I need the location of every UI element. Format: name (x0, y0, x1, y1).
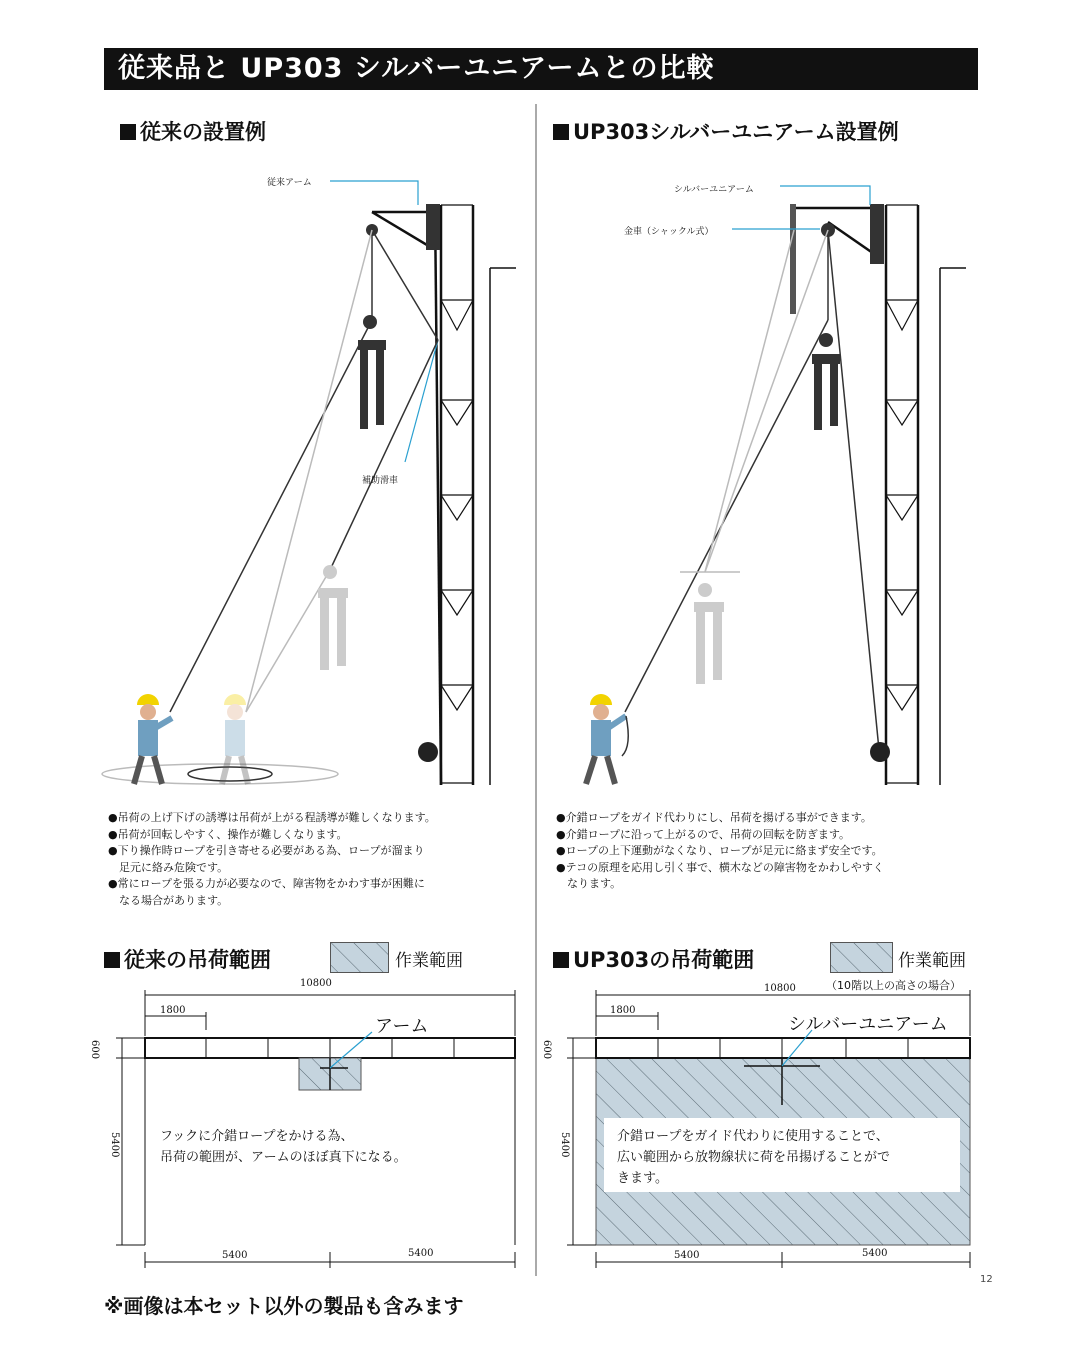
label-silver-uni-arm: シルバーユニアーム (674, 185, 754, 195)
left-install-title: 従来の設置例 (120, 116, 266, 146)
right-dim-half-right: 5400 (862, 1248, 888, 1259)
right-dim-total: 10800 (764, 983, 796, 994)
label-auxiliary-pulley: 補助滑車 (362, 476, 399, 486)
left-plan-note: フックに介錯ロープをかける為、 吊荷の範囲が、アームのほぼ真下になる。 (160, 1129, 407, 1165)
right-dim-bay: 1800 (610, 1005, 636, 1016)
footer-note: ※画像は本セット以外の製品も含みます (104, 1294, 464, 1318)
page-number: 12 (980, 1274, 993, 1285)
left-dim-half-right: 5400 (408, 1248, 434, 1259)
right-bullets: ●介錯ロープをガイド代わりにし、吊荷を揚げる事ができます。 ●介錯ロープに沿って上がるので、吊荷の回転を防ぎます。 ●ロープの上下運動がなくなり、ロープが足元に絡まず安全です。 ●テコの原理を応用し引く事で、横木などの障害物をかわしやすく なります。 (556, 811, 884, 890)
left-dim-total: 10800 (300, 978, 332, 989)
left-legend-label: 作業範囲 (395, 951, 463, 971)
right-plan-callout: シルバーユニアーム (788, 1014, 948, 1035)
right-range-title: UP303の吊荷範囲 (553, 944, 754, 974)
left-range-title: 従来の吊荷範囲 (104, 944, 271, 974)
label-conventional-arm: 従来アーム (267, 178, 312, 188)
left-dim-bay: 1800 (160, 1005, 186, 1016)
left-dim-depth-600: 600 (89, 1040, 100, 1060)
right-legend-sub: （10階以上の高さの場合） (826, 979, 961, 992)
label-shackle-pulley: 金車（シャックル式） (624, 227, 714, 237)
right-plan-note: 介錯ロープをガイド代わりに使用することで、 広い範囲から放物線状に荷を吊揚げることがで きます。 (617, 1129, 891, 1186)
left-bullets: ●吊荷の上げ下げの誘導は吊荷が上がる程誘導が難しくなります。 ●吊荷が回転しやすく、操作が難しくなります。 ●下り操作時ロープを引き寄せる必要がある為、ロープが溜まり 足元に絡み危険です。 ●常にロープを張る力が必要なので、障害物をかわす事が困難に なる場合があります。 (108, 811, 436, 907)
right-dim-depth-5400: 5400 (559, 1132, 570, 1158)
right-legend-label: 作業範囲 (898, 951, 966, 971)
left-dim-depth-5400: 5400 (109, 1132, 120, 1158)
right-install-title: UP303シルバーユニアーム設置例 (553, 116, 899, 146)
right-dim-half-left: 5400 (674, 1250, 700, 1261)
banner-title: 従来品と UP303 シルバーユニアームとの比較 (104, 48, 978, 90)
left-plan-callout: アーム (375, 1016, 429, 1037)
left-dim-half-left: 5400 (222, 1250, 248, 1261)
right-dim-depth-600: 600 (541, 1040, 552, 1060)
